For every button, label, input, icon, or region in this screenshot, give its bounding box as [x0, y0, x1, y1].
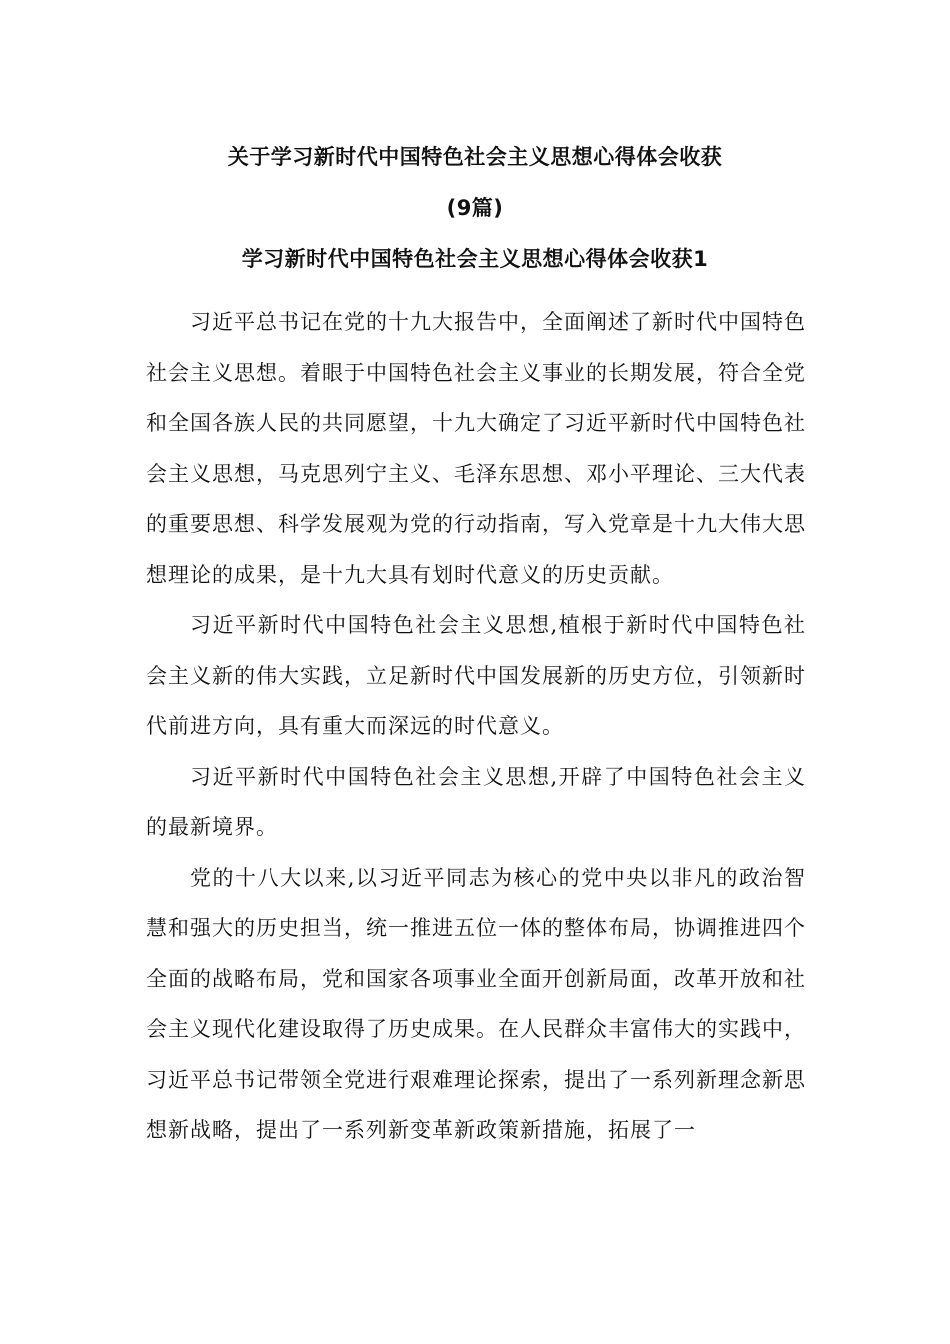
paragraph-3: 习近平新时代中国特色社会主义思想,开辟了中国特色社会主义的最新境界。 — [146, 764, 806, 839]
document-body — [146, 297, 806, 1156]
paragraph-2: 习近平新时代中国特色社会主义思想,植根于新时代中国特色社会主义新的伟大实践，立足新时代中国发展新的历史方位，引领新时代前进方向，具有重大而深远的时代意义。 — [146, 613, 806, 738]
section-heading: 学习新时代中国特色社会主义思想心得体会收获1 — [241, 247, 709, 271]
paragraph-4: 党的十八大以来,以习近平同志为核心的党中央以非凡的政治智慧和强大的历史担当，统一推进五位一体的整体布局，协调推进四个全面的战略布局，党和国家各项事业全面开创新局面，改革开放和社会主义现代化建设取得了历史成果。在人民群众丰富伟大的实践中，习近平总书记带领全党进行艰难理论探索，提出了一系列新理念新思想新战略，提出了一系列新变革新政策新措施，拓展了一 — [146, 865, 806, 1142]
document-subtitle-count: (9篇) — [446, 196, 504, 220]
paragraph-1: 习近平总书记在党的十九大报告中，全面阐述了新时代中国特色社会主义思想。着眼于中国特色社会主义事业的长期发展，符合全党和全国各族人民的共同愿望，十九大确定了习近平新时代中国特色社会主义思想，马克思列宁主义、毛泽东思想、邓小平理论、三大代表的重要思想、科学发展观为党的行动指南，写入党章是十九大伟大思想理论的成果，是十九大具有划时代意义的历史贡献。 — [146, 310, 806, 587]
document-title: 关于学习新时代中国特色社会主义思想心得体会收获 — [227, 145, 723, 169]
